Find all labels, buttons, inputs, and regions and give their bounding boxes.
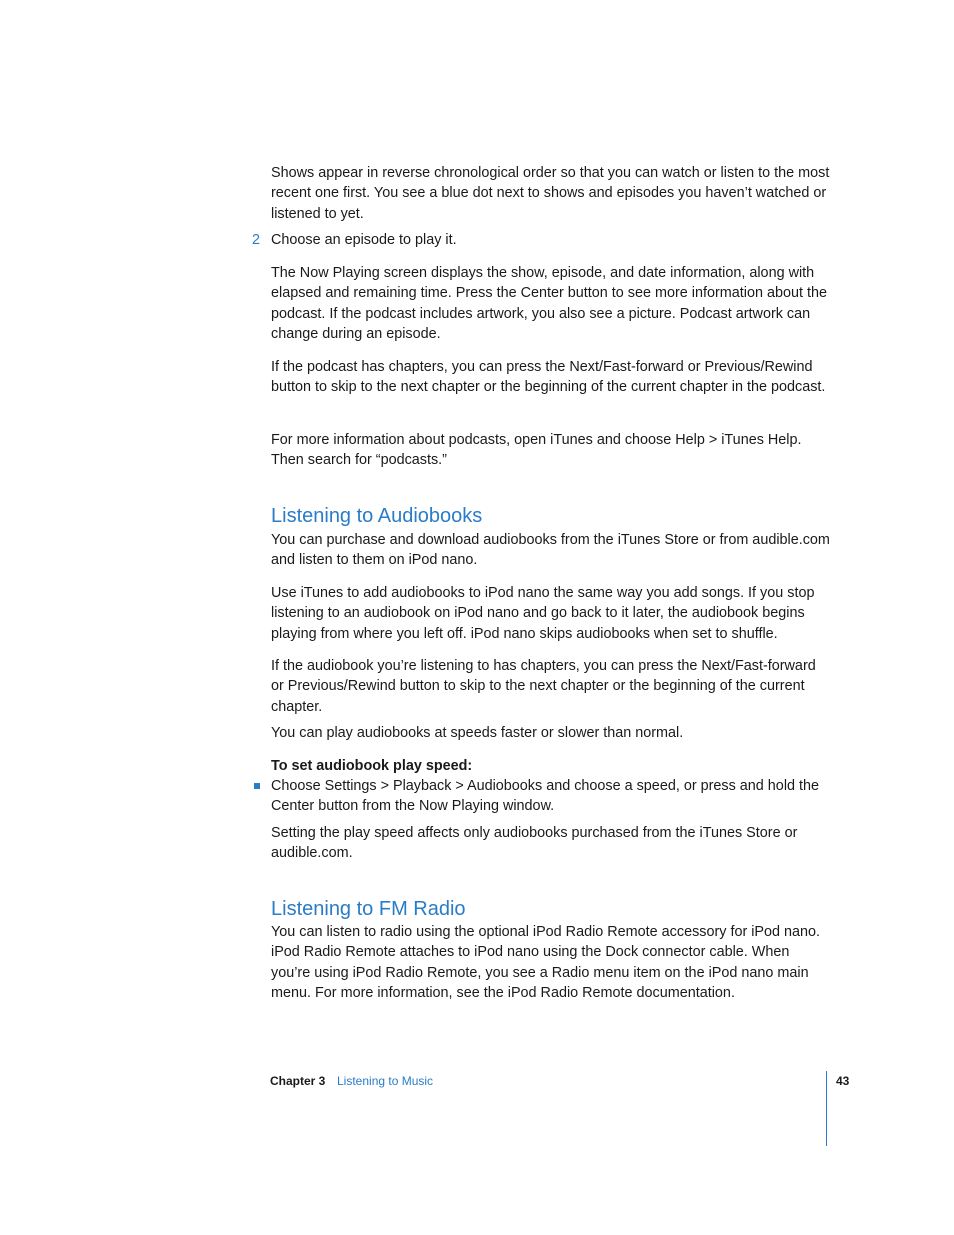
bullet-icon — [254, 783, 260, 789]
heading-fm-radio: Listening to FM Radio — [271, 898, 466, 920]
paragraph-now-playing: The Now Playing screen displays the show, episode, and date information, along with elapsed and remaining time. Press the Center button to see more information about the podcast. If the podcast includes artwork, you also see a picture. Podcast artwork can change during an episode. — [271, 265, 827, 343]
paragraph-audiobooks-4: You can play audiobooks at speeds faster or slower than normal. — [271, 725, 684, 741]
footer-chapter-label: Chapter 3 — [270, 1074, 326, 1088]
page-number: 43 — [836, 1074, 850, 1088]
task-heading: To set audiobook play speed: — [271, 758, 473, 774]
step-number: 2 — [252, 232, 261, 248]
paragraph-audiobooks-2: Use iTunes to add audiobooks to iPod nano the same way you add songs. If you stop listening to an audiobook on iPod nano and go back to it later, the audiobook begins playing from where you left off. iPod nano skips audiobooks when set to shuffle. — [271, 585, 815, 642]
paragraph-fm-radio: You can listen to radio using the optional iPod Radio Remote accessory for iPod nano. iPod Radio Remote attaches to iPod nano using the Dock connector cable. When you’re using iPod Radio Remote, you see a Radio menu item on the iPod nano main menu. For more information, see the iPod Radio Remote documentation. — [271, 924, 821, 1002]
step-text: Choose an episode to play it. — [271, 232, 457, 248]
paragraph-audiobooks-1: You can purchase and download audiobooks from the iTunes Store or from audible.com and listen to them on iPod nano. — [271, 532, 830, 569]
paragraph-shows-order: Shows appear in reverse chronological order so that you can watch or listen to the most recent one first. You see a blue dot next to shows and episodes you haven’t watched or listened to yet. — [271, 165, 830, 222]
footer-rule — [826, 1071, 827, 1146]
paragraph-chapters: If the podcast has chapters, you can press the Next/Fast-forward or Previous/Rewind button to skip to the next chapter or the beginning of the current chapter in the podcast. — [271, 359, 826, 396]
paragraph-more-info: For more information about podcasts, open iTunes and choose Help > iTunes Help. Then search for “podcasts.” — [271, 432, 802, 469]
paragraph-audiobooks-3: If the audiobook you’re listening to has chapters, you can press the Next/Fast-forward or Previous/Rewind button to skip to the next chapter or the beginning of the current chapter. — [271, 658, 816, 715]
footer-chapter-title: Listening to Music — [337, 1074, 434, 1088]
bullet-text: Choose Settings > Playback > Audiobooks and choose a speed, or press and hold the Center button from the Now Playing window. — [271, 778, 820, 815]
heading-audiobooks: Listening to Audiobooks — [271, 505, 483, 527]
paragraph-audiobooks-5: Setting the play speed affects only audiobooks purchased from the iTunes Store or audible.com. — [271, 825, 798, 862]
